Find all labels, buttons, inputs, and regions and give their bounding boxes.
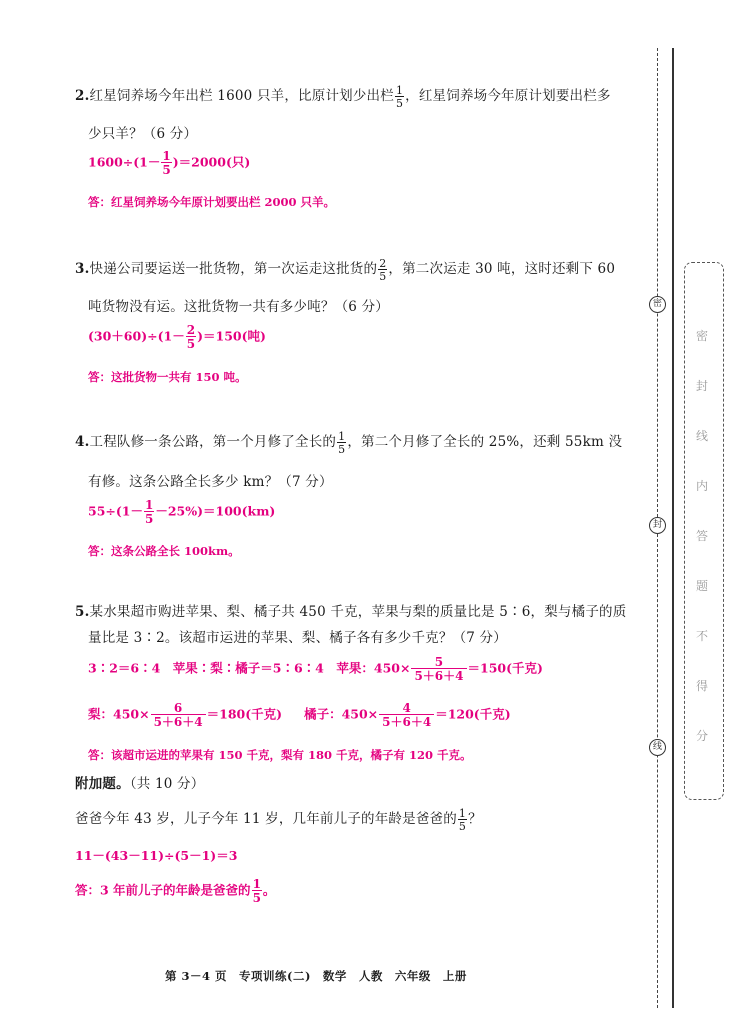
seal-mark-bottom: 线 bbox=[649, 739, 666, 756]
q3-line1: 3.快递公司要运送一批货物，第一次运走这批货的 $\frac{2}{5}$ ，第二次运走 30 吨，这时还剩下 60 bbox=[75, 256, 616, 283]
seal-char: 分 bbox=[695, 729, 708, 743]
q2-answer-statement: 答：红星饲养场今年原计划要出栏 2000 只羊。 bbox=[88, 195, 336, 209]
margin-rule bbox=[672, 48, 674, 1008]
q2-number: 2. bbox=[75, 88, 90, 104]
fraction: $\frac{1}{5}$ bbox=[338, 429, 346, 456]
seal-char: 答 bbox=[695, 529, 708, 543]
seal-char: 不 bbox=[695, 629, 708, 643]
q5-line2: 量比是 3∶2。该超市运进的苹果、梨、橘子各有多少千克？（7 分） bbox=[88, 630, 507, 646]
q5-line1: 5.某水果超市购进苹果、梨、橘子共 450 千克，苹果与梨的质量比是 5∶6，梨与橘子的质 bbox=[75, 604, 627, 620]
seal-char: 线 bbox=[695, 429, 708, 443]
page-footer: 第 3－4 页 专项训练(二) 数学 人教 六年级 上册 bbox=[165, 969, 467, 983]
seal-char: 得 bbox=[695, 679, 708, 693]
seal-mark-middle: 封 bbox=[649, 517, 666, 534]
q2-line2: 少只羊？（6 分） bbox=[88, 126, 198, 142]
q2-line1: 2.红星饲养场今年出栏 1600 只羊，比原计划少出栏 $\frac{1}{5}$ ，红星饲养场今年原计划要出栏多 bbox=[75, 83, 611, 110]
fraction: $\frac{1}{5}$ bbox=[395, 83, 404, 110]
bonus-title: 附加题。 bbox=[75, 776, 130, 792]
bonus-points: （共 10 分） bbox=[129, 776, 205, 792]
fraction: $\frac{2}{5}$ bbox=[379, 256, 387, 283]
bonus-question: 爸爸今年 43 岁，儿子今年 11 岁，几年前儿子的年龄是爸爸的 $\frac{1}{5}$ ？ bbox=[75, 806, 482, 833]
seal-char: 题 bbox=[695, 579, 708, 593]
bonus-heading bbox=[75, 772, 204, 792]
seal-mark-top: 密 bbox=[649, 296, 666, 313]
q5-number: 5. bbox=[75, 604, 90, 620]
q4-answer-formula: 55÷(1－ $\frac{1}{5}$ －25%)＝100(km) bbox=[88, 498, 276, 526]
q5-answer-pear-orange: 梨：450× $\frac{6}{5+6+4}$ ＝180(千克) 橘子：450× $\frac{4}{5+6+4}$ ＝120(千克) bbox=[88, 701, 511, 729]
q3-answer-statement: 答：这批货物一共有 150 吨。 bbox=[88, 370, 247, 384]
bonus-answer-statement: 答：3 年前儿子的年龄是爸爸的 $\frac{1}{5}$ 。 bbox=[75, 877, 276, 905]
q4-line2: 有修。这条公路全长多少 km？（7 分） bbox=[88, 474, 333, 490]
bonus-answer-formula: 11－(43－11)÷(5－1)＝3 bbox=[75, 848, 238, 863]
q5-answer-apple: 3∶2＝6∶4 苹果∶梨∶橘子＝5∶6∶4 苹果：450× $\frac{5}{5+6+4}$ ＝150(千克) bbox=[88, 655, 543, 683]
q3-number: 3. bbox=[75, 261, 90, 277]
q4-number: 4. bbox=[75, 434, 90, 450]
q3-answer-formula: (30＋60)÷(1－ $\frac{2}{5}$ )＝150(吨) bbox=[88, 323, 266, 351]
seal-char: 封 bbox=[695, 379, 708, 393]
q4-answer-statement: 答：这条公路全长 100km。 bbox=[88, 544, 240, 558]
seal-char: 密 bbox=[695, 329, 708, 343]
q3-line2: 吨货物没有运。这批货物一共有多少吨？（6 分） bbox=[88, 299, 389, 315]
q4-line1: 4.工程队修一条公路，第一个月修了全长的 $\frac{1}{5}$ ，第二个月修了全长的 25%，还剩 55km 没 bbox=[75, 429, 623, 456]
q5-answer-statement: 答：该超市运进的苹果有 150 千克，梨有 180 千克，橘子有 120 千克。 bbox=[88, 748, 472, 762]
q2-answer-formula: 1600÷(1－ $\frac{1}{5}$ )＝2000(只) bbox=[88, 149, 251, 177]
seal-char: 内 bbox=[695, 479, 708, 493]
